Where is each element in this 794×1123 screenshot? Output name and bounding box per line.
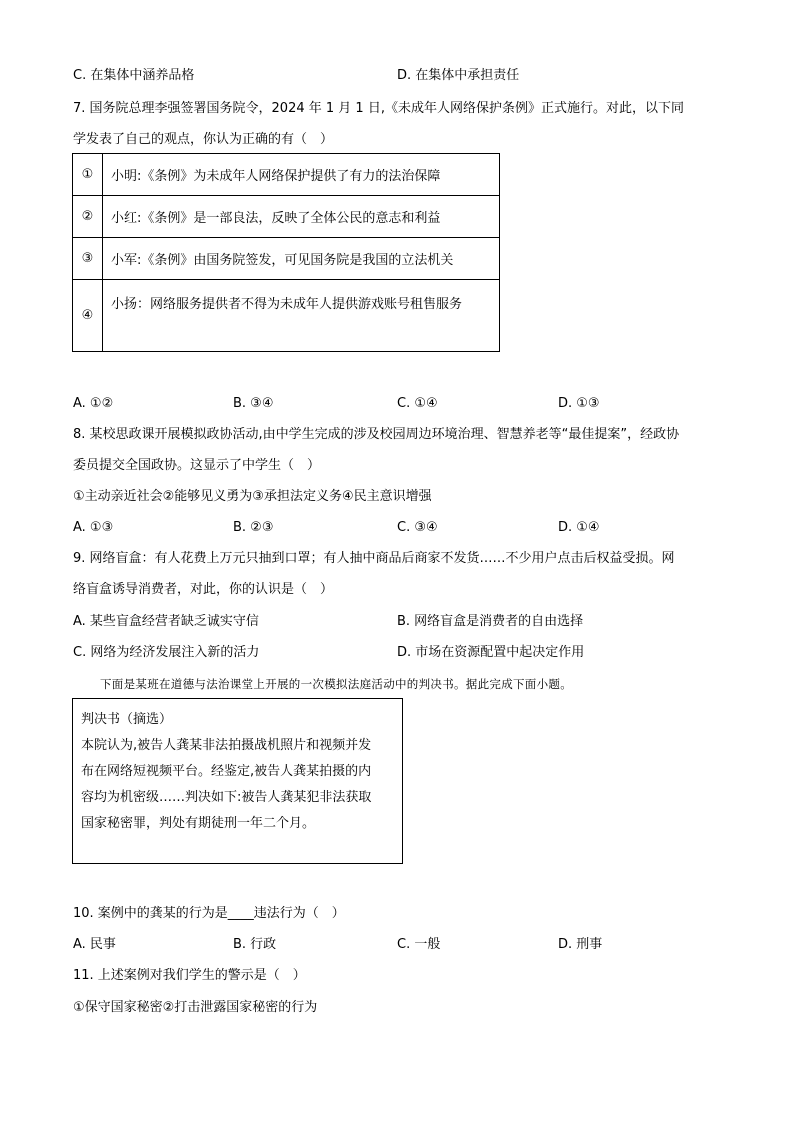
q8-option-a: A. ①③ [73, 520, 114, 535]
q6-option-d: D. 在集体中承担责任 [397, 68, 520, 83]
statement-text: 小红:《条例》是一部良法，反映了全体公民的意志和利益 [103, 196, 500, 238]
table-row [73, 196, 500, 238]
q6-option-c: C. 在集体中涵养品格 [73, 68, 195, 83]
q10-option-d: D. 刑事 [558, 937, 603, 952]
q8-option-d: D. ①④ [558, 520, 600, 535]
judgment-line: 布在网络短视频平台。经鉴定,被告人龚某拍摄的内 [81, 764, 372, 779]
statement-number: ② [73, 196, 103, 238]
judgment-line: 容均为机密级……判决如下:被告人龚某犯非法获取 [81, 790, 372, 805]
q7-statement-table [72, 153, 500, 352]
statement-number: ④ [73, 280, 103, 352]
q8-option-b: B. ②③ [233, 520, 274, 535]
q7-stem-line2: 学发表了自己的观点，你认为正确的有（ ） [73, 132, 334, 147]
q9-option-c: C. 网络为经济发展注入新的活力 [73, 645, 260, 660]
q9-stem-line1: 9. 网络盲盒：有人花费上万元只抽到口罩；有人抽中商品后商家不发货……不少用户点击后权益受损。网 [73, 551, 675, 566]
q8-stem-line2: 委员提交全国政协。这显示了中学生（ ） [73, 458, 321, 473]
statement-number: ① [73, 154, 103, 196]
statement-number: ③ [73, 238, 103, 280]
statement-text: 小扬：网络服务提供者不得为未成年人提供游戏账号租售服务 [103, 280, 500, 352]
q7-option-d: D. ①③ [558, 396, 600, 411]
q7-option-c: C. ①④ [397, 396, 438, 411]
q7-option-a: A. ①② [73, 396, 114, 411]
q11-statements: ①保守国家秘密②打击泄露国家秘密的行为 [73, 1000, 318, 1015]
q9-stem-line2: 络盲盒诱导消费者，对此，你的认识是（ ） [73, 582, 334, 597]
q11-stem: 11. 上述案例对我们学生的警示是（ ） [73, 968, 306, 983]
judgment-title: 判决书（摘选） [81, 712, 173, 727]
q7-stem-line1: 7. 国务院总理李强签署国务院令，2024 年 1 月 1 日,《未成年人网络保护条例》正式施行。对此，以下同 [73, 101, 684, 116]
judgment-line: 本院认为,被告人龚某非法拍摄战机照片和视频并发 [81, 738, 372, 753]
q8-statements: ①主动亲近社会②能够见义勇为③承担法定义务④民主意识增强 [73, 489, 432, 504]
q8-option-c: C. ③④ [397, 520, 438, 535]
judgment-line: 国家秘密罪，判处有期徒刑一年二个月。 [81, 816, 316, 831]
q8-stem-line1: 8. 某校思政课开展模拟政协活动,由中学生完成的涉及校园周边环境治理、智慧养老等“最佳提案”，经政协 [73, 427, 680, 442]
q10-option-b: B. 行政 [233, 937, 277, 952]
q10-option-c: C. 一般 [397, 937, 441, 952]
q9-option-b: B. 网络盲盒是消费者的自由选择 [397, 614, 584, 629]
q9-option-a: A. 某些盲盒经营者缺乏诚实守信 [73, 614, 259, 629]
judgment-excerpt-box [72, 698, 403, 864]
q9-option-d: D. 市场在资源配置中起决定作用 [397, 645, 585, 660]
table-row [73, 280, 500, 352]
statement-text: 小军:《条例》由国务院签发，可见国务院是我国的立法机关 [103, 238, 500, 280]
case-intro: 下面是某班在道德与法治课堂上开展的一次模拟法庭活动中的判决书。据此完成下面小题。 [100, 677, 572, 691]
table-row [73, 154, 500, 196]
q10-option-a: A. 民事 [73, 937, 116, 952]
statement-text: 小明:《条例》为未成年人网络保护提供了有力的法治保障 [103, 154, 500, 196]
q10-stem: 10. 案例中的龚某的行为是____违法行为（ ） [73, 906, 345, 921]
table-row [73, 238, 500, 280]
q7-option-b: B. ③④ [233, 396, 274, 411]
